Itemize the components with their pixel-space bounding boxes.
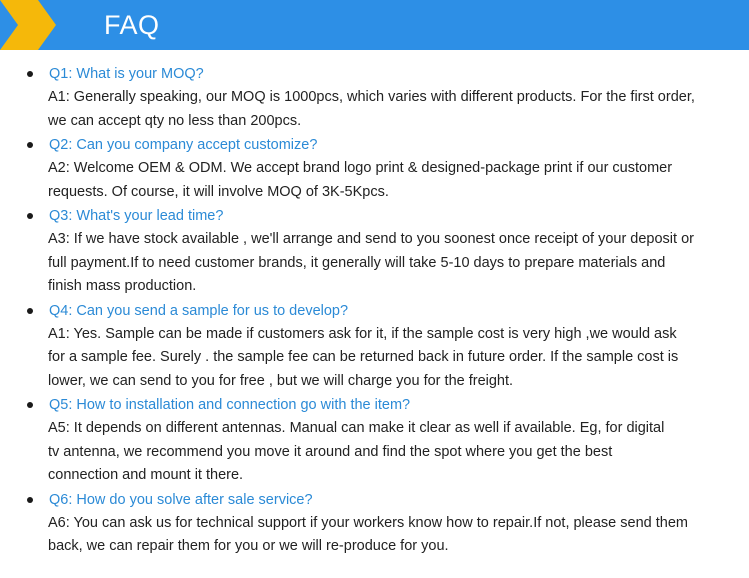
bullet-icon	[27, 71, 33, 77]
answer-line: back, we can repair them for you or we will re-produce for you.	[48, 538, 449, 554]
faq-item	[0, 393, 749, 488]
question-text: Q4: Can you send a sample for us to develop?	[49, 302, 349, 319]
faq-question	[0, 133, 749, 157]
answer-line: A1: Yes. Sample can be made if customers ask for it, if the sample cost is very high ,we would ask	[48, 325, 677, 342]
faq-question	[0, 488, 749, 512]
question-text: Q1: What is your MOQ?	[49, 66, 204, 82]
faq-item	[0, 133, 749, 204]
page-title: FAQ	[104, 10, 160, 40]
faq-list	[0, 62, 749, 559]
question-text: Q2: Can you company accept customize?	[49, 137, 318, 153]
answer-line: finish mass production.	[48, 278, 197, 294]
question-text: Q3: What's your lead time?	[49, 208, 224, 224]
answer-line: full payment.If to need customer brands, it generally will take 5-10 days to prepare materials and	[48, 254, 666, 271]
answer-line: A5: It depends on different antennas. Manual can make it clear as well if available. Eg, for digital	[48, 420, 665, 436]
faq-item	[0, 488, 749, 559]
bullet-icon	[27, 308, 33, 314]
faq-item	[0, 62, 749, 133]
faq-question	[0, 299, 749, 323]
answer-line: connection and mount it there.	[48, 467, 244, 483]
question-text: Q6: How do you solve after sale service?	[49, 491, 313, 508]
faq-header	[0, 0, 749, 50]
faq-item	[0, 204, 749, 299]
chevron-right-icon	[0, 0, 80, 50]
faq-answer	[0, 157, 749, 204]
answer-line: lower, we can send to you for free , but we will charge you for the freight.	[48, 372, 514, 389]
faq-question	[0, 393, 749, 417]
faq-answer	[0, 417, 749, 488]
faq-answer	[0, 323, 749, 394]
answer-line: A6: You can ask us for technical support if your workers know how to repair.If not, please send them	[48, 514, 688, 531]
faq-question	[0, 62, 749, 86]
faq-item	[0, 299, 749, 394]
faq-answer	[0, 512, 749, 559]
answer-line: we can accept qty no less than 200pcs.	[48, 112, 302, 129]
answer-line: A2: Welcome OEM & ODM. We accept brand logo print & designed-package print if our customer	[48, 160, 673, 176]
faq-answer	[0, 86, 749, 133]
answer-line: requests. Of course, it will involve MOQ of 3K-5Kpcs.	[48, 183, 389, 200]
bullet-icon	[27, 497, 33, 503]
answer-line: A1: Generally speaking, our MOQ is 1000pcs, which varies with different products. For the first order,	[48, 89, 695, 105]
question-text: Q5: How to installation and connection go with the item?	[49, 397, 411, 413]
bullet-icon	[27, 402, 33, 408]
bullet-icon	[27, 213, 33, 219]
faq-question	[0, 204, 749, 228]
answer-line: for a sample fee. Surely . the sample fee can be returned back in future order. If the sample cost is	[48, 349, 679, 365]
faq-answer	[0, 228, 749, 299]
bullet-icon	[27, 142, 33, 148]
answer-line: tv antenna, we recommend you move it around and find the spot where you get the best	[48, 443, 613, 460]
answer-line: A3: If we have stock available , we'll arrange and send to you soonest once receipt of your deposit or	[48, 231, 694, 247]
